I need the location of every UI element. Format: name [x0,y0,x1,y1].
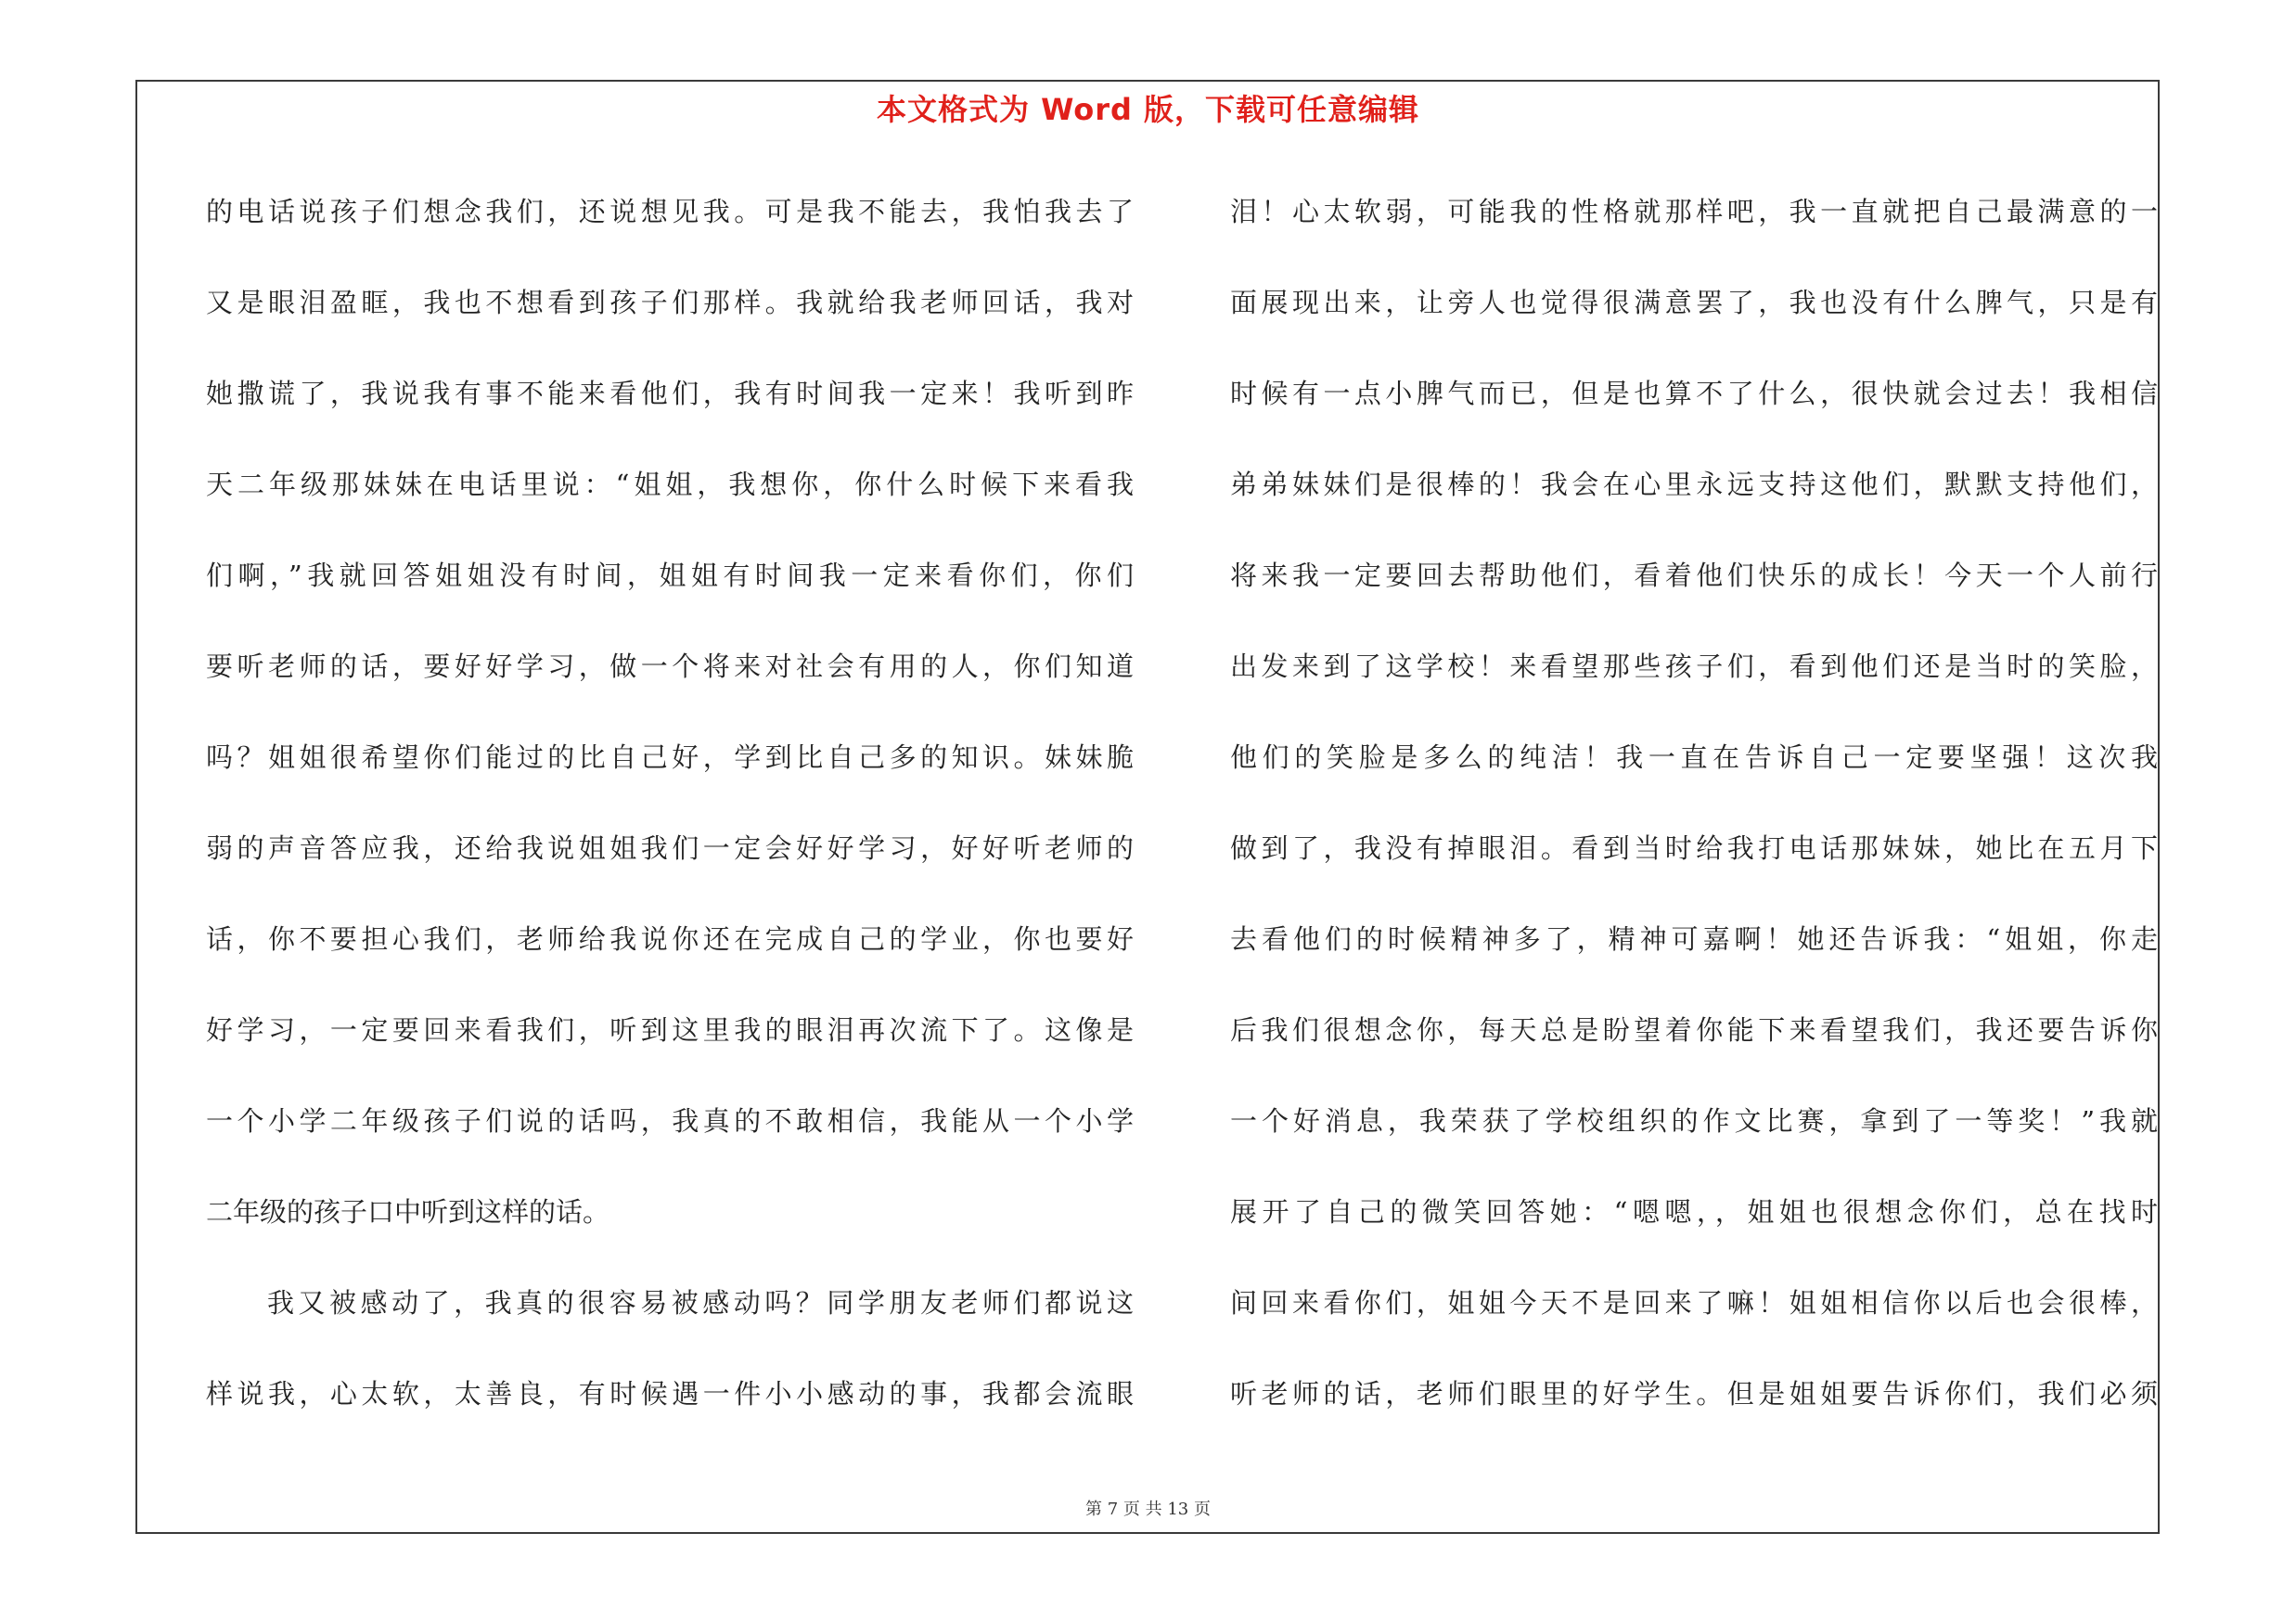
text-line: 样说我，心太软，太善良，有时候遇一件小小感动的事，我都会流眼 [206,1378,1134,1410]
text-line: 泪！心太软弱，可能我的性格就那样吧，我一直就把自己最满意的一 [1230,196,2158,227]
text-line: 他们的笑脸是多么的纯洁！我一直在告诉自己一定要坚强！这次我 [1230,741,2158,773]
text-line: 间回来看你们，姐姐今天不是回来了嘛！姐姐相信你以后也会很棒， [1230,1287,2158,1319]
page-number-footer: 第 7 页 共 13 页 [1085,1500,1211,1519]
text-line: 弟弟妹妹们是很棒的！我会在心里永远支持这他们，默默支持他们， [1230,469,2158,500]
text-line: 做到了，我没有掉眼泪。看到当时给我打电话那妹妹，她比在五月下 [1230,832,2158,864]
left-text-column [206,184,1134,1457]
text-line: 二年级的孩子口中听到这样的话。 [206,1196,610,1228]
format-banner: 本文格式为 Word 版，下载可任意编辑 [876,92,1420,127]
text-line: 展开了自己的微笑回答她：“嗯嗯，，姐姐也很想念你们，总在找时 [1230,1196,2158,1228]
text-line: 一个小学二年级孩子们说的话吗，我真的不敢相信，我能从一个小学 [206,1105,1134,1137]
text-line: 出发来到了这学校！来看望那些孩子们，看到他们还是当时的笑脸， [1230,650,2158,682]
text-line: 弱的声音答应我，还给我说姐姐我们一定会好好学习，好好听老师的 [206,832,1134,864]
text-line: 的电话说孩子们想念我们，还说想见我。可是我不能去，我怕我去了 [206,196,1134,227]
text-line: 听老师的话，老师们眼里的好学生。但是姐姐要告诉你们，我们必须 [1230,1378,2158,1410]
text-line: 将来我一定要回去帮助他们，看着他们快乐的成长！今天一个人前行 [1230,560,2158,591]
text-line: 天二年级那妹妹在电话里说：“姐姐，我想你，你什么时候下来看我 [206,469,1134,500]
text-line: 要听老师的话，要好好学习，做一个将来对社会有用的人，你们知道 [206,650,1134,682]
text-line: 好学习，一定要回来看我们，听到这里我的眼泪再次流下了。这像是 [206,1014,1134,1046]
text-line: 我又被感动了，我真的很容易被感动吗？同学朋友老师们都说这 [267,1287,1134,1319]
text-line: 一个好消息，我荣获了学校组织的作文比赛，拿到了一等奖！”我就 [1230,1105,2158,1137]
text-line: 她撒谎了，我说我有事不能来看他们，我有时间我一定来！我听到昨 [206,378,1134,409]
text-line: 后我们很想念你，每天总是盼望着你能下来看望我们，我还要告诉你 [1230,1014,2158,1046]
right-text-column [1230,184,2158,1457]
text-line: 面展现出来，让旁人也觉得很满意罢了，我也没有什么脾气，只是有 [1230,287,2158,318]
text-line: 去看他们的时候精神多了，精神可嘉啊！她还告诉我：“姐姐，你走 [1230,923,2158,955]
text-line: 吗？姐姐很希望你们能过的比自己好，学到比自己多的知识。妹妹脆 [206,741,1134,773]
text-line: 又是眼泪盈眶，我也不想看到孩子们那样。我就给我老师回话，我对 [206,287,1134,318]
text-line: 们啊，”我就回答姐姐没有时间，姐姐有时间我一定来看你们，你们 [206,560,1134,591]
text-line: 时候有一点小脾气而已，但是也算不了什么，很快就会过去！我相信 [1230,378,2158,409]
text-line: 话，你不要担心我们，老师给我说你还在完成自己的学业，你也要好 [206,923,1134,955]
